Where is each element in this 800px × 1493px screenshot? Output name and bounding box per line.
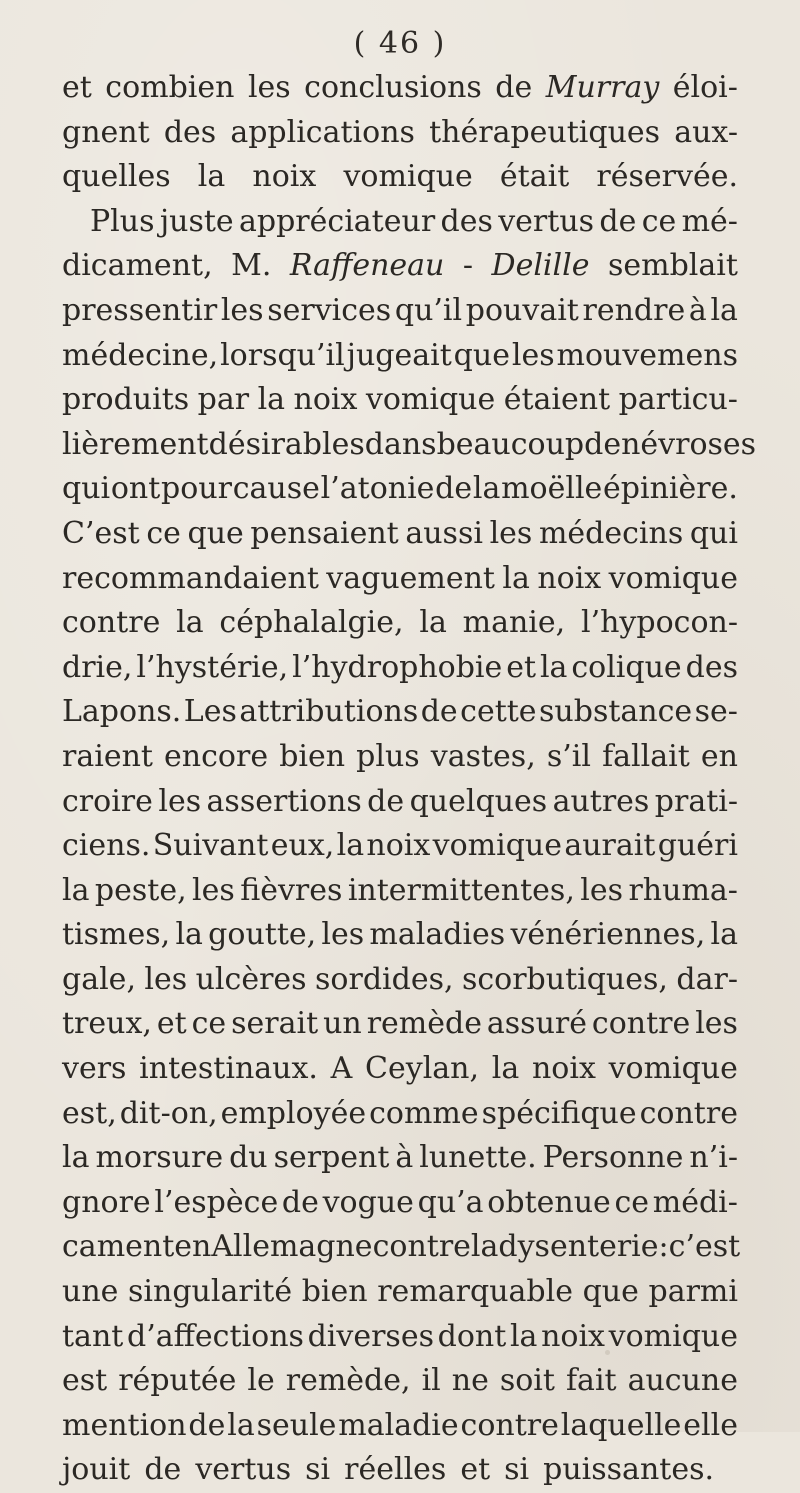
- word: la: [491, 1051, 520, 1087]
- word: manie,: [462, 605, 566, 641]
- word: Allemagne: [211, 1229, 373, 1265]
- text-line: [62, 646, 738, 691]
- word: noix: [531, 1051, 596, 1087]
- word: noix: [537, 560, 602, 596]
- word: dar-: [676, 961, 738, 997]
- word: réelles: [344, 1452, 447, 1488]
- word: dans: [364, 426, 437, 462]
- word: la: [176, 605, 204, 641]
- word: mention: [62, 1407, 187, 1443]
- word: pressentir: [62, 292, 218, 328]
- word: spécifique: [481, 1095, 637, 1131]
- text-line: [62, 1002, 738, 1047]
- word: diverses: [307, 1318, 434, 1354]
- text-line: [62, 958, 738, 1003]
- body-text: [62, 66, 757, 1493]
- word: dont: [437, 1318, 507, 1354]
- word: si: [305, 1452, 331, 1488]
- word: vertus: [498, 203, 595, 239]
- word: n’i-: [689, 1140, 738, 1176]
- word: fièvres: [240, 872, 343, 908]
- word: juste: [159, 203, 234, 239]
- word: et: [156, 1006, 187, 1042]
- word: qui: [62, 471, 111, 507]
- word: se-: [694, 694, 738, 730]
- word: raient: [62, 738, 153, 774]
- text-line: [62, 378, 738, 423]
- word: M.: [231, 248, 272, 284]
- text-line: [62, 1448, 738, 1493]
- word: la: [257, 382, 286, 418]
- word: médecins: [538, 515, 684, 551]
- word: morsure: [95, 1140, 224, 1176]
- word: la: [62, 1140, 90, 1176]
- word: les: [321, 917, 365, 953]
- word: parmi: [648, 1274, 738, 1310]
- word: prati-: [654, 783, 738, 819]
- text-line: [62, 1404, 738, 1449]
- word: en: [700, 738, 738, 774]
- text-line: [62, 869, 738, 914]
- word: les: [247, 70, 291, 105]
- word: services: [267, 292, 392, 328]
- word: ulcères: [195, 961, 307, 997]
- word: ce: [191, 1006, 227, 1042]
- text-line: [62, 1225, 741, 1270]
- word: les: [144, 961, 188, 997]
- word: la: [502, 560, 530, 596]
- text-line: [62, 1092, 738, 1137]
- word: tant: [62, 1318, 124, 1354]
- word: Suivant: [152, 828, 269, 864]
- text-line: [62, 735, 738, 780]
- word: et: [506, 649, 537, 685]
- word: encore: [164, 738, 269, 774]
- text-line: [62, 1136, 738, 1181]
- word: puissantes.: [543, 1452, 714, 1488]
- word: le: [247, 1363, 275, 1399]
- word: produits: [62, 382, 190, 418]
- word: assuré: [486, 1006, 587, 1042]
- word: vomique: [365, 382, 496, 418]
- word: les: [580, 872, 624, 908]
- word: quelles: [62, 159, 171, 195]
- word: ce: [641, 203, 677, 239]
- word: des: [440, 203, 493, 239]
- word: dicament,: [62, 248, 213, 284]
- word: des: [163, 114, 217, 150]
- word: des: [685, 649, 738, 685]
- word: intestinaux.: [139, 1051, 318, 1087]
- word: la: [509, 1318, 538, 1354]
- word: dysenterie: [498, 1229, 659, 1265]
- word: gnent: [62, 114, 150, 150]
- text-line: [62, 690, 738, 735]
- word: Murray: [545, 70, 660, 105]
- word: lorsqu’il: [220, 337, 345, 373]
- word: les: [158, 783, 202, 819]
- word: vertus: [195, 1452, 292, 1488]
- word: Delille: [491, 248, 590, 284]
- word: les: [192, 872, 235, 908]
- word: qu’a: [417, 1184, 484, 1220]
- text-line: [62, 334, 738, 379]
- word: contre: [639, 1095, 738, 1131]
- word: Lapons.: [62, 694, 182, 730]
- word: Ceylan,: [365, 1051, 480, 1087]
- word: intermittentes,: [347, 872, 575, 908]
- word: obtenue: [487, 1184, 611, 1220]
- word: du: [229, 1140, 268, 1176]
- word: tismes,: [62, 917, 171, 953]
- word: de: [367, 783, 405, 819]
- text-line: [62, 289, 738, 334]
- word: de: [599, 203, 637, 239]
- word: médecine,: [62, 337, 219, 373]
- word: elle: [683, 1407, 738, 1443]
- word: gnore: [62, 1184, 151, 1220]
- word: noix: [293, 382, 358, 418]
- word: remède: [366, 1006, 482, 1042]
- text-line: [62, 780, 738, 825]
- word: étaient: [503, 382, 611, 418]
- word: ce: [614, 1184, 650, 1220]
- word: seule: [256, 1407, 337, 1443]
- word: -: [462, 248, 474, 284]
- word: employée: [220, 1095, 367, 1131]
- text-line: [62, 913, 738, 958]
- word: contre: [62, 605, 161, 641]
- word: vomique: [432, 828, 562, 864]
- word: et: [460, 1452, 491, 1488]
- word: pour: [161, 471, 232, 507]
- word: que: [582, 1274, 639, 1310]
- word: lièrement: [62, 426, 209, 462]
- word: cette: [460, 694, 537, 730]
- word: que: [453, 337, 510, 373]
- word: de: [144, 1452, 182, 1488]
- word: la: [472, 471, 501, 507]
- word: vomique: [343, 159, 473, 195]
- word: eux,: [270, 828, 335, 864]
- word: particu-: [618, 382, 738, 418]
- word: les: [695, 1006, 738, 1042]
- word: pensaient: [250, 515, 399, 551]
- word: dit-on,: [119, 1095, 218, 1131]
- word: vers: [62, 1051, 127, 1087]
- word: l’hystérie,: [136, 649, 289, 685]
- word: vomique: [608, 1051, 738, 1087]
- word: goutte,: [208, 917, 317, 953]
- word: vogue: [322, 1184, 414, 1220]
- word: appréciateur: [239, 203, 436, 239]
- word: l’espèce: [154, 1184, 279, 1220]
- word: laquelle: [560, 1407, 682, 1443]
- word: que: [187, 515, 244, 551]
- word: la: [470, 1229, 499, 1265]
- word: la: [710, 917, 738, 953]
- word: sordides,: [315, 961, 454, 997]
- word: la: [175, 917, 203, 953]
- word: scorbutiques,: [461, 961, 668, 997]
- word: recommandaient: [62, 560, 319, 596]
- word: à: [395, 1140, 414, 1176]
- word: beaucoup: [436, 426, 585, 462]
- word: fallait: [602, 738, 690, 774]
- word: :: [658, 1229, 669, 1265]
- word: et: [62, 70, 92, 105]
- word: autres: [552, 783, 650, 819]
- text-line: [62, 1270, 738, 1315]
- word: les: [220, 292, 264, 328]
- text-line: [62, 1047, 738, 1092]
- word: la: [419, 605, 447, 641]
- word: épinière.: [603, 471, 738, 507]
- word: jugeait: [346, 337, 452, 373]
- word: Personne: [542, 1140, 684, 1176]
- text-line: [62, 467, 738, 512]
- word: l’hypocon-: [580, 605, 738, 641]
- word: qui: [689, 515, 738, 551]
- word: croire: [62, 783, 153, 819]
- word: attributions: [239, 694, 419, 730]
- word: ce: [146, 515, 181, 551]
- text-line: [62, 423, 757, 468]
- word: réservée.: [596, 159, 738, 195]
- page-number: ( 46 ): [353, 26, 447, 61]
- word: les: [511, 337, 555, 373]
- word: lunette.: [419, 1140, 537, 1176]
- text-line: [62, 1315, 738, 1360]
- word: soit: [499, 1363, 555, 1399]
- word: drie,: [62, 649, 133, 685]
- word: en: [174, 1229, 212, 1265]
- word: combien: [105, 70, 235, 105]
- word: vastes,: [430, 738, 536, 774]
- word: quelques: [409, 783, 548, 819]
- word: vaguement: [326, 560, 495, 596]
- word: C’est: [62, 515, 140, 551]
- word: vénériennes,: [510, 917, 706, 953]
- word: Plus: [90, 203, 155, 239]
- word: comme: [369, 1095, 479, 1131]
- word: treux,: [62, 1006, 152, 1042]
- word: pouvait: [465, 292, 579, 328]
- word: bien: [301, 1274, 368, 1310]
- text-line: [62, 512, 738, 557]
- word: d’affections: [126, 1318, 304, 1354]
- word: guéri: [657, 828, 738, 864]
- word: peste,: [94, 872, 187, 908]
- word: noix: [252, 159, 317, 195]
- text-line: [62, 1359, 738, 1404]
- word: était: [499, 159, 570, 195]
- word: fait: [565, 1363, 617, 1399]
- word: Raffeneau: [289, 248, 445, 284]
- word: serpent: [273, 1140, 390, 1176]
- word: de: [281, 1184, 319, 1220]
- word: noix: [541, 1318, 605, 1354]
- word: ciens.: [62, 828, 151, 864]
- word: c’est: [668, 1229, 741, 1265]
- word: par: [197, 382, 250, 418]
- word: de: [584, 426, 622, 462]
- word: vomique: [608, 1318, 738, 1354]
- word: vomique: [608, 560, 738, 596]
- text-line: [62, 200, 738, 245]
- word: s’il: [546, 738, 591, 774]
- word: réputée: [118, 1363, 237, 1399]
- word: rhuma-: [628, 872, 738, 908]
- word: rendre: [582, 292, 686, 328]
- word: gale,: [62, 961, 136, 997]
- word: l’atonie: [320, 471, 435, 507]
- word: la: [197, 159, 226, 195]
- word: l’hydrophobie: [292, 649, 503, 685]
- text-line: [62, 155, 738, 200]
- word: est,: [62, 1095, 117, 1131]
- word: mouvemens: [556, 337, 738, 373]
- word: bien: [279, 738, 346, 774]
- word: applications: [230, 114, 415, 150]
- word: désirables: [208, 426, 365, 462]
- word: semblait: [608, 248, 738, 284]
- text-line: [62, 824, 738, 869]
- text-line: [62, 244, 738, 289]
- word: de: [435, 471, 473, 507]
- word: cause: [232, 471, 320, 507]
- word: qu’il: [394, 292, 463, 328]
- word: céphalalgie,: [219, 605, 404, 641]
- word: aucune: [627, 1363, 738, 1399]
- word: éloi-: [672, 70, 738, 105]
- word: médi-: [652, 1184, 738, 1220]
- word: colique: [571, 649, 682, 685]
- word: ont: [110, 471, 161, 507]
- word: aussi: [405, 515, 483, 551]
- text-line: [62, 66, 738, 111]
- word: plus: [356, 738, 420, 774]
- word: aux-: [674, 114, 738, 150]
- word: de: [495, 70, 533, 105]
- word: noix: [366, 828, 431, 864]
- word: assertions: [206, 783, 362, 819]
- word: aurait: [564, 828, 656, 864]
- word: une: [62, 1274, 119, 1310]
- word: A: [330, 1051, 353, 1087]
- word: les: [489, 515, 533, 551]
- word: thérapeutiques: [429, 114, 661, 150]
- word: mé-: [681, 203, 738, 239]
- word: contre: [591, 1006, 691, 1042]
- word: à: [688, 292, 707, 328]
- word: substance: [539, 694, 693, 730]
- word: maladie: [338, 1407, 459, 1443]
- word: la: [62, 872, 90, 908]
- word: contre: [372, 1229, 471, 1265]
- word: la: [227, 1407, 255, 1443]
- word: contre: [460, 1407, 559, 1443]
- word: ne: [451, 1363, 489, 1399]
- word: la: [539, 649, 568, 685]
- word: maladies: [369, 917, 506, 953]
- word: conclusions: [304, 70, 482, 105]
- word: moëlle: [501, 471, 603, 507]
- word: remarquable: [377, 1274, 573, 1310]
- word: si: [504, 1452, 530, 1488]
- word: la: [336, 828, 365, 864]
- word: de: [420, 694, 458, 730]
- word: névroses: [621, 426, 757, 462]
- word: jouit: [62, 1452, 131, 1488]
- text-line: [62, 557, 738, 602]
- word: cament: [62, 1229, 175, 1265]
- word: est: [62, 1363, 108, 1399]
- word: la: [710, 292, 738, 328]
- word: serait: [231, 1006, 319, 1042]
- text-line: [62, 601, 738, 646]
- word: singularité: [128, 1274, 293, 1310]
- word: un: [323, 1006, 362, 1042]
- text-line: [62, 111, 738, 156]
- word: de: [188, 1407, 226, 1443]
- word: remède,: [285, 1363, 411, 1399]
- text-line: [62, 1181, 738, 1226]
- word: Les: [183, 694, 237, 730]
- word: il: [421, 1363, 441, 1399]
